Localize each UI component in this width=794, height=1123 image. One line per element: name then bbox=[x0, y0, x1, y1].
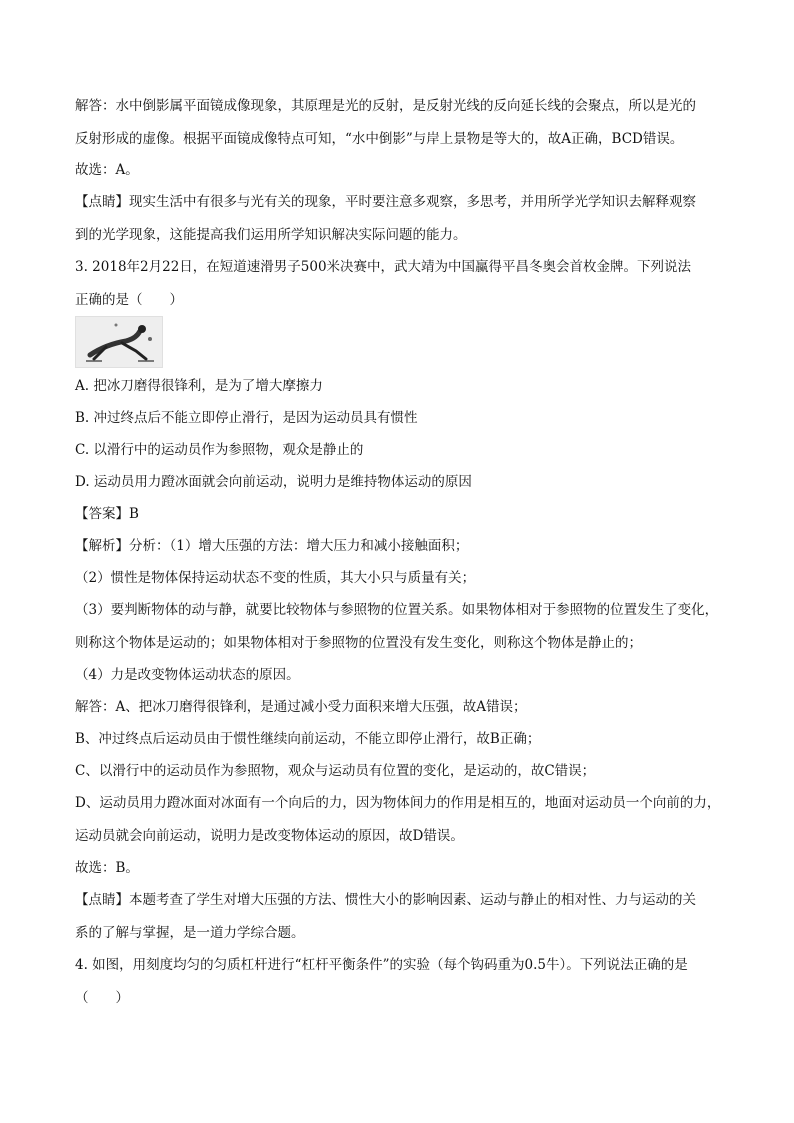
text-line: C、以滑行中的运动员作为参照物，观众与运动员有位置的变化，是运动的，故C错误； bbox=[75, 763, 596, 779]
question-4-stem: 4. 如图，用刻度均匀的匀质杠杆进行“杠杆平衡条件”的实验（每个钩码重为0.5牛）。下列说法正确的是 bbox=[75, 957, 688, 973]
text-line: 反射形成的虚像。根据平面镜成像特点可知，“水中倒影”与岸上景物是等大的，故A正确，BCD错误。 bbox=[75, 131, 684, 147]
text-line: D、运动员用力蹬冰面对冰面有一个向后的力，因为物体间力的作用是相互的，地面对运动员一个向前的力， bbox=[75, 795, 721, 811]
text-line: 运动员就会向前运动，说明力是改变物体运动的原因，故D错误。 bbox=[75, 828, 464, 844]
text-line: 到的光学现象，这能提高我们运用所学知识解决实际问题的能力。 bbox=[75, 227, 467, 243]
option-b: B. 冲过终点后不能立即停止滑行，是因为运动员具有惯性 bbox=[75, 410, 418, 426]
text-line: （4）力是改变物体运动状态的原因。 bbox=[75, 667, 300, 683]
text-line: 【点睛】现实生活中有很多与光有关的现象，平时要注意多观察，多思考，并用所学光学知识去解释观察 bbox=[75, 194, 696, 210]
text-line: 解答：A、把冰刀磨得很锋利，是通过减小受力面积来增大压强，故A错误； bbox=[75, 699, 527, 715]
speed-skater-illustration bbox=[76, 317, 162, 367]
option-c: C. 以滑行中的运动员作为参照物，观众是静止的 bbox=[75, 442, 364, 458]
text-line: 故选：A。 bbox=[75, 162, 139, 178]
analysis-heading: 【解析】分析：（1）增大压强的方法：增大压力和减小接触面积； bbox=[75, 538, 469, 554]
text-line: 故选：B。 bbox=[75, 860, 139, 876]
option-d: D. 运动员用力蹬冰面就会向前运动，说明力是维持物体运动的原因 bbox=[75, 474, 472, 490]
text-line: 系的了解与掌握，是一道力学综合题。 bbox=[75, 925, 305, 941]
answer: 【答案】B bbox=[75, 506, 139, 522]
text-line: 则称这个物体是运动的；如果物体相对于参照物的位置没有发生变化，则称这个物体是静止的； bbox=[75, 635, 642, 651]
question-3-stem-cont: 正确的是（ ） bbox=[75, 292, 183, 308]
text-line: （3）要判断物体的动与静，就要比较物体与参照物的位置关系。如果物体相对于参照物的位置发生了变化， bbox=[75, 602, 719, 618]
question-4-stem-cont: （ ） bbox=[75, 990, 129, 1006]
text-line: 解答：水中倒影属平面镜成像现象，其原理是光的反射，是反射光线的反向延长线的会聚点，所以是光的 bbox=[75, 98, 696, 114]
text-line: B、冲过终点后运动员由于惯性继续向前运动，不能立即停止滑行，故B正确； bbox=[75, 731, 541, 747]
question-3-stem: 3. 2018年2月22日，在短道速滑男子500米决赛中，武大靖为中国赢得平昌冬奥会首枚金牌。下列说法 bbox=[75, 259, 692, 275]
document-page bbox=[75, 98, 725, 1022]
text-line: （2）惯性是物体保持运动状态不变的性质，其大小只与质量有关； bbox=[75, 570, 476, 586]
speed-skater-photo bbox=[75, 316, 163, 368]
option-a: A. 把冰刀磨得很锋利，是为了增大摩擦力 bbox=[75, 378, 323, 394]
text-line: 【点睛】本题考查了学生对增大压强的方法、惯性大小的影响因素、运动与静止的相对性、力与运动的关 bbox=[75, 892, 696, 908]
